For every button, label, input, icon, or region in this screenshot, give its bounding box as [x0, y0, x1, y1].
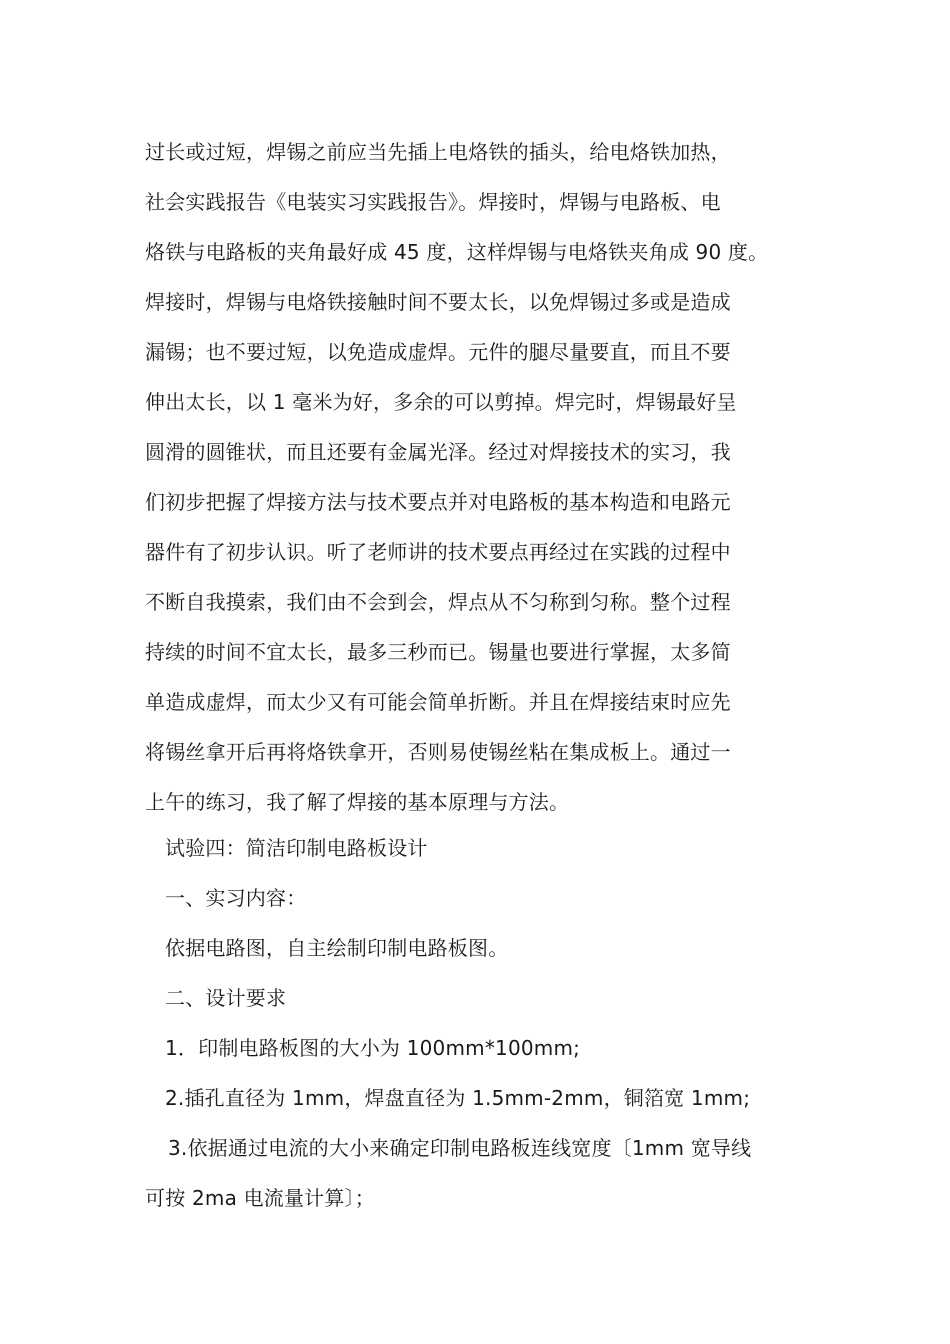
- section-text: 依据电路图，自主绘制印制电路板图。: [165, 936, 509, 960]
- section-heading: 一、实习内容：: [165, 886, 307, 910]
- body-text-line: 过长或过短，焊锡之前应当先插上电烙铁的插头，给电烙铁加热，: [145, 140, 731, 164]
- body-text-line: 社会实践报告《电装实习实践报告》。焊接时，焊锡与电路板、电: [145, 190, 721, 214]
- experiment-title: 试验四：简洁印制电路板设计: [165, 836, 428, 860]
- body-text-line: 伸出太长，以 1 毫米为好，多余的可以剪掉。焊完时，焊锡最好呈: [145, 390, 737, 414]
- requirement-item: 2.插孔直径为 1mm，焊盘直径为 1.5mm-2mm，铜箔宽 1mm;: [165, 1086, 751, 1110]
- body-text-line: 持续的时间不宜太长，最多三秒而已。锡量也要进行掌握，太多简: [145, 640, 731, 664]
- body-text-line: 上午的练习，我了解了焊接的基本原理与方法。: [145, 790, 570, 814]
- section-heading: 二、设计要求: [165, 986, 287, 1010]
- requirement-item-continuation: 可按 2ma 电流量计算〕；: [145, 1186, 375, 1210]
- body-text-line: 单造成虚焊，而太少又有可能会简单折断。并且在焊接结束时应先: [145, 690, 731, 714]
- body-text-line: 器件有了初步认识。听了老师讲的技术要点再经过在实践的过程中: [145, 540, 731, 564]
- body-text-line: 焊接时，焊锡与电烙铁接触时间不要太长，以免焊锡过多或是造成: [145, 290, 731, 314]
- body-text-line: 烙铁与电路板的夹角最好成 45 度，这样焊锡与电烙铁夹角成 90 度。: [145, 240, 769, 264]
- body-text-line: 不断自我摸索，我们由不会到会，焊点从不匀称到匀称。整个过程: [145, 590, 731, 614]
- body-text-line: 圆滑的圆锥状，而且还要有金属光泽。经过对焊接技术的实习，我: [145, 440, 731, 464]
- body-text-line: 们初步把握了焊接方法与技术要点并对电路板的基本构造和电路元: [145, 490, 731, 514]
- body-text-line: 漏锡；也不要过短，以免造成虚焊。元件的腿尽量要直，而且不要: [145, 340, 731, 364]
- requirement-item: 3.依据通过电流的大小来确定印制电路板连线宽度〔1mm 宽导线: [168, 1136, 752, 1160]
- body-text-line: 将锡丝拿开后再将烙铁拿开，否则易使锡丝粘在集成板上。通过一: [145, 740, 731, 764]
- requirement-item: 1．印制电路板图的大小为 100mm*100mm;: [165, 1036, 581, 1060]
